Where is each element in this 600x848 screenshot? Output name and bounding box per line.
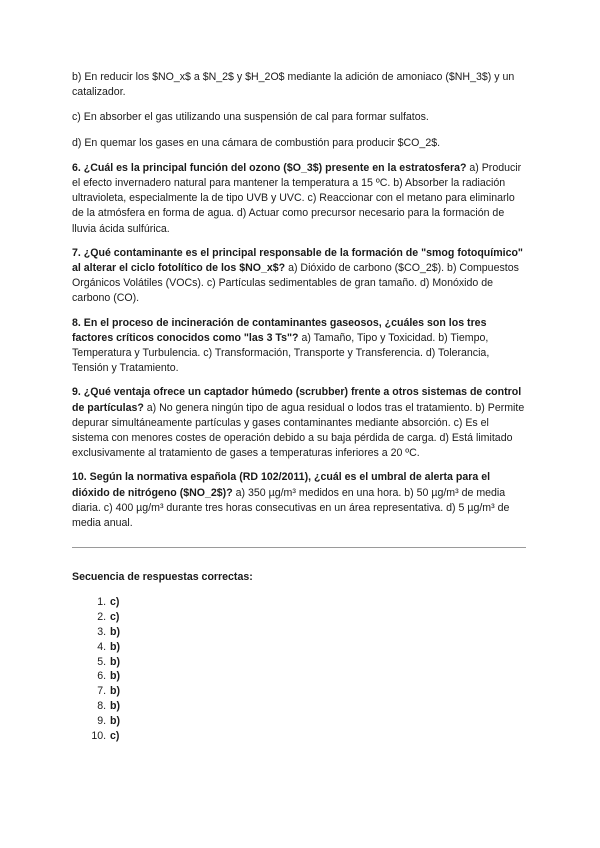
document-content <box>72 70 528 743</box>
question-stem: 8. En el proceso de incineración de contaminantes gaseosos, ¿cuáles son los tres factores críticos conocidos como "las 3 Ts"? <box>72 316 487 344</box>
answer-item: 9. b) <box>109 714 528 729</box>
question-stem: 6. ¿Cuál es la principal función del ozono ($O_3$) presente en la estratosfera? <box>72 161 467 174</box>
answer-item: 4. b) <box>109 640 528 655</box>
question-7 <box>72 246 528 307</box>
answer-item: 3. b) <box>109 625 528 640</box>
horizontal-divider <box>72 547 526 548</box>
question-9 <box>72 385 528 461</box>
question-options: a) 350 µg/m³ medidos en una hora. b) 50 µg/m³ de media diaria. c) 400 µg/m³ durante tres horas consecutivas en un área representativa. d) 5 µg/m³ de media anual. <box>72 486 510 530</box>
answer-item: 1. c) <box>109 595 528 610</box>
question-options: a) Tamaño, Tipo y Toxicidad. b) Tiempo, Temperatura y Turbulencia. c) Transformación, Transporte y Transferencia. d) Tolerancia, Tensión y Tratamiento. <box>72 331 490 375</box>
answer-item: 6. b) <box>109 669 528 684</box>
answer-item: 5. b) <box>109 655 528 670</box>
question-options: a) Dióxido de carbono ($CO_2$). b) Compuestos Orgánicos Volátiles (VOCs). c) Partículas sedimentables de gran tamaño. d) Monóxido de carbono (CO). <box>72 262 519 305</box>
question-stem: 7. ¿Qué contaminante es el principal responsable de la formación de "smog fotoquímico" al alterar el ciclo fotolítico de los $NO_x$? <box>72 246 523 275</box>
answer-list <box>72 595 528 743</box>
answer-item: 2. c) <box>109 610 528 625</box>
question-options: a) Producir el efecto invernadero natural para mantener la temperatura a 15 ºC. b) Absorber la radiación ultravioleta, especialmente la de tipo UVB y UVC. c) Reaccionar con el metano para eliminarlo de la atmósfera en forma de agua. d) Actuar como precursor necesario para la formación de lluvia ácida sulfúrica. <box>72 161 522 235</box>
question-10 <box>72 470 528 531</box>
question-options: a) No genera ningún tipo de agua residual o lodos tras el tratamiento. b) Permite depurar simultáneamente partículas y gases contaminantes mediante absorción. c) Es el sistema con menores costes de operación debido a su baja pérdida de carga. d) Está limitado exclusivamente al tratamiento de gases a temperaturas inferiores a 20 ºC. <box>72 401 525 460</box>
question-6 <box>72 161 528 237</box>
option-paragraph: c) En absorber el gas utilizando una suspensión de cal para formar sulfatos. <box>72 111 429 124</box>
question-8 <box>72 316 528 377</box>
question-stem: 9. ¿Qué ventaja ofrece un captador húmedo (scrubber) frente a otros sistemas de control de partículas? <box>72 386 522 414</box>
option-paragraph: b) En reducir los $NO_x$ a $N_2$ y $H_2O$ mediante la adición de amoniaco ($NH_3$) y un catalizador. <box>72 71 515 99</box>
answer-item: 10. c) <box>109 729 528 744</box>
question-stem: 10. Según la normativa española (RD 102/2011), ¿cuál es el umbral de alerta para el dióxido de nitrógeno ($NO_2$)? <box>72 471 491 499</box>
option-paragraph: d) En quemar los gases en una cámara de combustión para producir $CO_2$. <box>72 136 441 149</box>
answer-item: 8. b) <box>109 699 528 714</box>
answers-heading: Secuencia de respuestas correctas: <box>72 571 253 584</box>
answer-item: 7. b) <box>109 684 528 699</box>
